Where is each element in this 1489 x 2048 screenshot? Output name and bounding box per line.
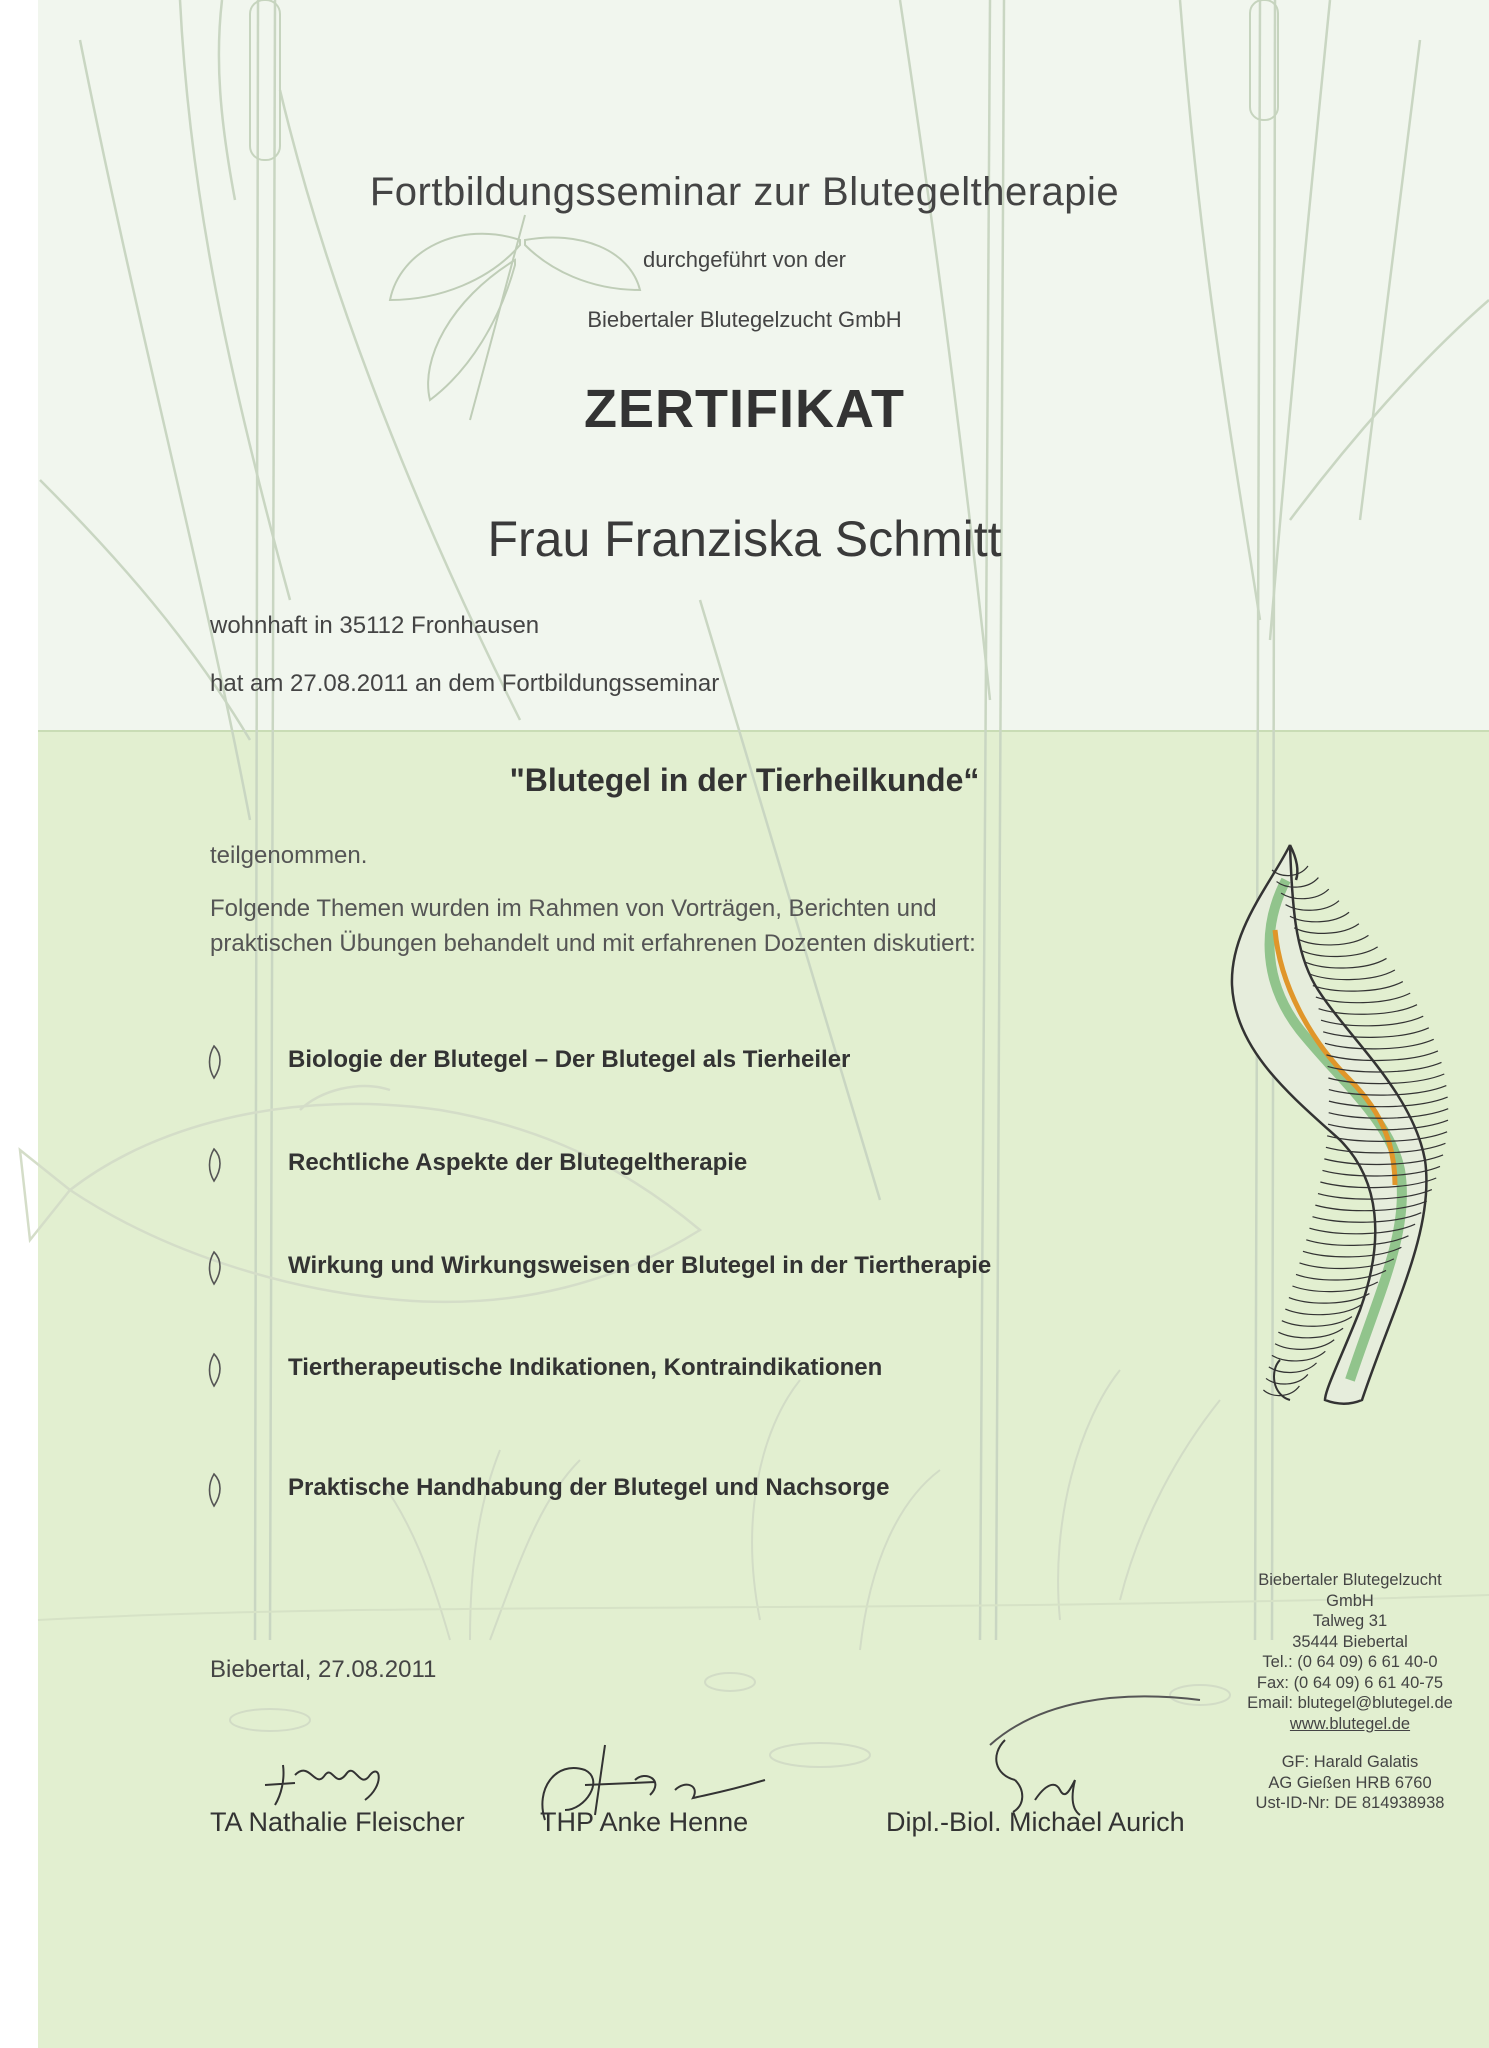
conducted-by-text: durchgeführt von der bbox=[642, 247, 847, 272]
leaf-bullet-icon bbox=[200, 1044, 230, 1082]
certificate-heading: ZERTIFIKAT bbox=[584, 379, 905, 439]
leech-ring bbox=[1294, 924, 1359, 934]
leech-ring bbox=[1302, 947, 1377, 957]
leech-ring bbox=[1316, 993, 1410, 1003]
seminar-title: Fortbildungsseminar zur Blutegeltherapie bbox=[369, 170, 1120, 214]
organizer-name: Biebertaler Blutegelzucht GmbH bbox=[587, 307, 902, 332]
topic-label: Praktische Handhabung der Blutegel und Nachsorge bbox=[288, 1474, 890, 1501]
leech-ring bbox=[1298, 935, 1368, 945]
company-street: Talweg 31 bbox=[1312, 1612, 1388, 1630]
company-stamp bbox=[1215, 1570, 1485, 1814]
participated-text: teilgenommen. bbox=[210, 842, 368, 869]
leech-ring bbox=[1272, 1351, 1325, 1361]
leech-ring bbox=[1285, 1305, 1360, 1315]
company-name-line-2: GmbH bbox=[1326, 1591, 1374, 1610]
leech-ring bbox=[1310, 970, 1395, 980]
leech-ring bbox=[1313, 982, 1403, 992]
recipient-name: Frau Franziska Schmitt bbox=[487, 511, 1002, 567]
topics-intro-line-2: praktischen Übungen behandelt und mit erfahrenen Dozenten diskutiert: bbox=[210, 930, 976, 957]
company-vat-id: Ust-ID-Nr: DE 814938938 bbox=[1255, 1794, 1445, 1812]
leech-illustration bbox=[1232, 845, 1448, 1404]
leech-ring bbox=[1275, 1340, 1334, 1350]
topics-intro-line-1: Folgende Themen wurden im Rahmen von Vorträgen, Berichten und bbox=[210, 895, 937, 922]
company-fax: Fax: (0 64 09) 6 61 40-75 bbox=[1256, 1673, 1444, 1692]
leaf-bullet-icon bbox=[200, 1147, 230, 1185]
signatory-name: TA Nathalie Fleischer bbox=[210, 1807, 465, 1837]
company-phone: Tel.: (0 64 09) 6 61 40-0 bbox=[1262, 1653, 1438, 1671]
leech-ring bbox=[1292, 1282, 1377, 1292]
company-website-link[interactable]: www.blutegel.de bbox=[1289, 1714, 1411, 1733]
leaf-bullet-icon bbox=[200, 1352, 230, 1390]
leech-ring bbox=[1290, 912, 1349, 922]
company-manager: GF: Harald Galatis bbox=[1281, 1753, 1419, 1771]
signatory-name: Dipl.-Biol. Michael Aurich bbox=[886, 1807, 1185, 1837]
place-date: Biebertal, 27.08.2011 bbox=[210, 1656, 437, 1683]
topic-label: Tiertherapeutische Indikationen, Kontraindikationen bbox=[288, 1354, 883, 1381]
leech-ring bbox=[1278, 1328, 1343, 1338]
leaf-bullet-icon bbox=[200, 1250, 230, 1288]
company-register: AG Gießen HRB 6760 bbox=[1268, 1773, 1432, 1792]
company-name-line-1: Biebertaler Blutegelzucht bbox=[1258, 1571, 1442, 1589]
leech-ring bbox=[1289, 1294, 1370, 1304]
attendance-text: hat am 27.08.2011 an dem Fortbildungsseminar bbox=[210, 670, 720, 697]
residence-text: wohnhaft in 35112 Fronhausen bbox=[210, 612, 540, 639]
topic-label: Biologie der Blutegel – Der Blutegel als Tierheiler bbox=[288, 1046, 851, 1073]
topic-label: Wirkung und Wirkungsweisen der Blutegel in der Tiertherapie bbox=[288, 1252, 992, 1279]
leaf-bullet-icon bbox=[200, 1472, 230, 1510]
topic-label: Rechtliche Aspekte der Blutegeltherapie bbox=[288, 1149, 748, 1176]
cattail-illustration bbox=[250, 0, 1278, 160]
signature-fleischer bbox=[255, 1745, 415, 1815]
company-city: 35444 Biebertal bbox=[1292, 1632, 1408, 1651]
leech-ring bbox=[1306, 958, 1387, 968]
water-plant-illustration bbox=[230, 1370, 1230, 1767]
leech-ring bbox=[1282, 1317, 1352, 1327]
company-email: Email: blutegel@blutegel.de bbox=[1247, 1694, 1453, 1712]
signatory-name: THP Anke Henne bbox=[540, 1807, 749, 1837]
course-title: "Blutegel in der Tierheilkunde“ bbox=[509, 762, 980, 798]
